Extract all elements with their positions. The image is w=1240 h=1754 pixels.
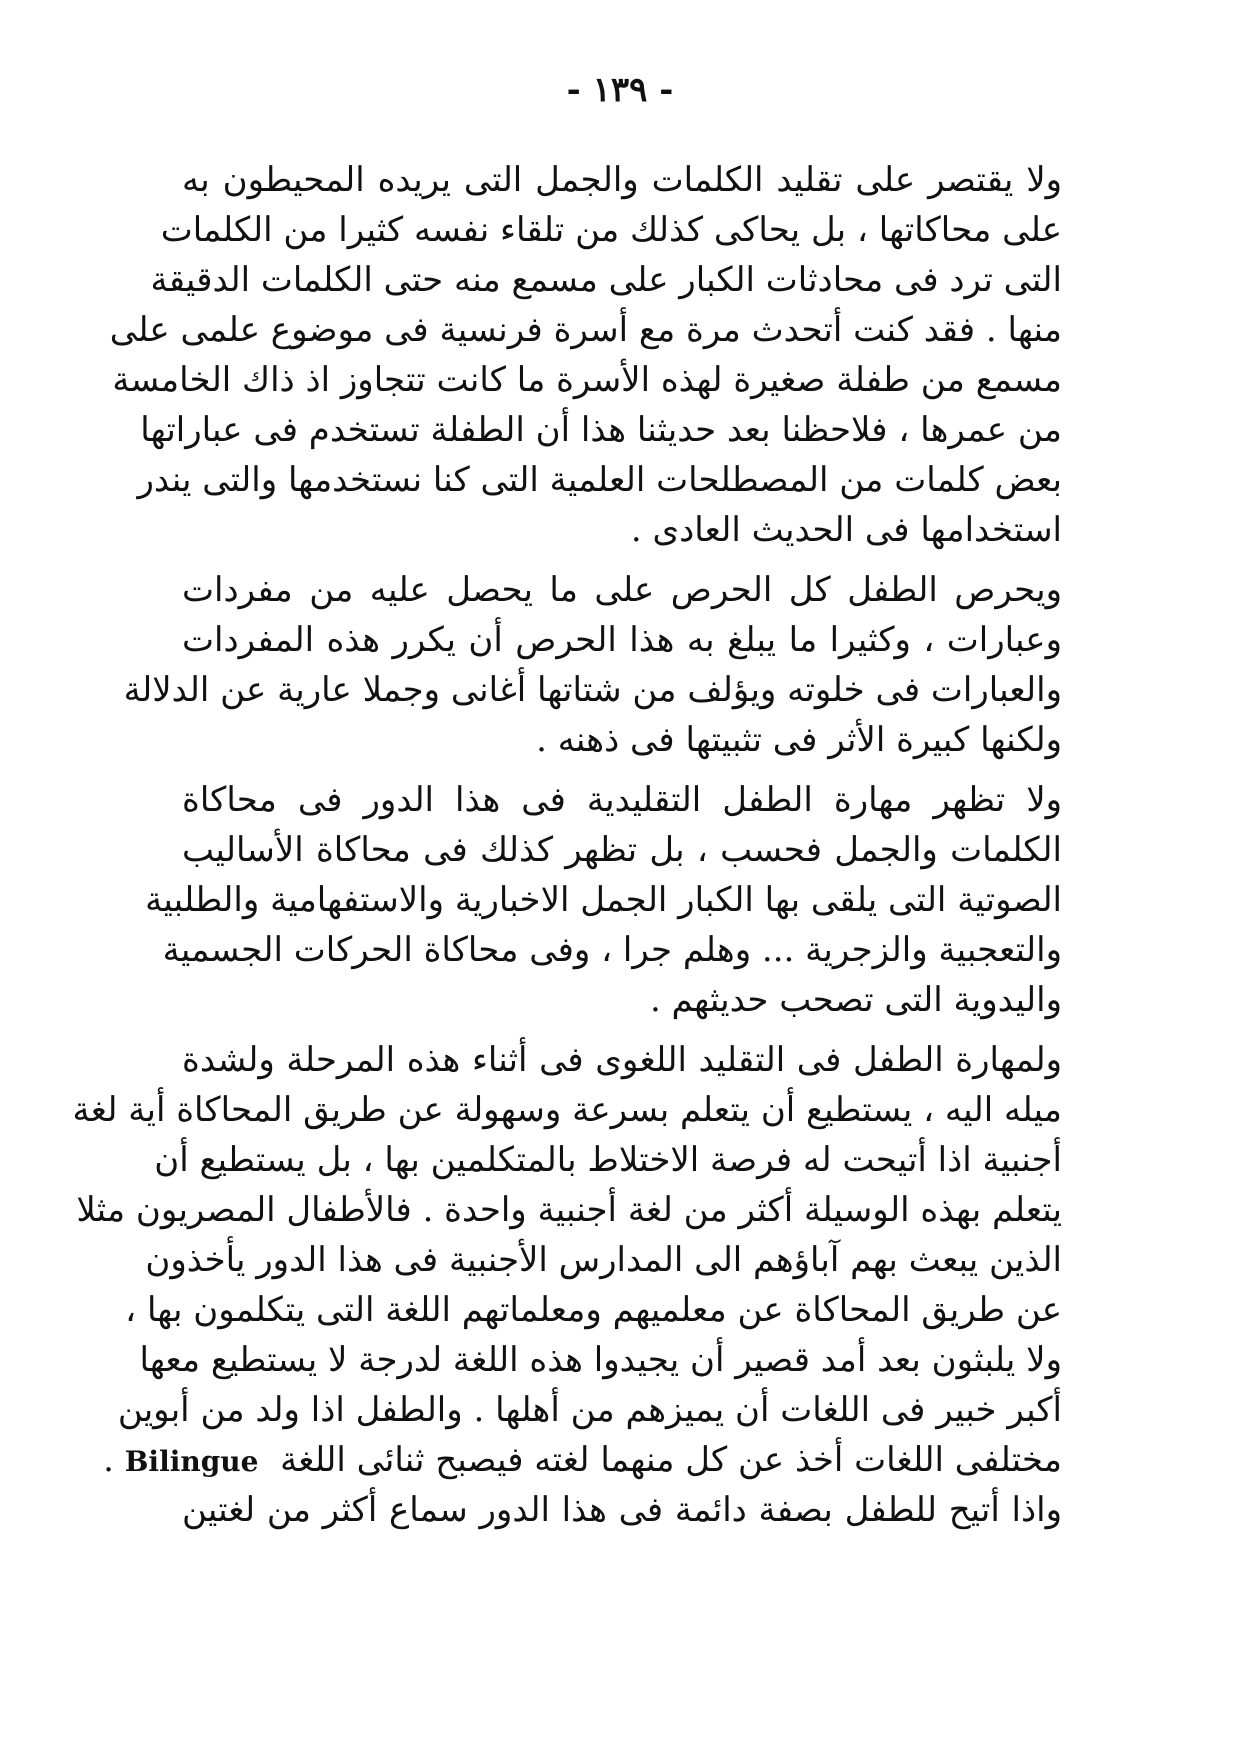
text-line: الصوتية التى يلقى بها الكبار الجمل الاخبارية والاستفهامية والطلبية	[145, 880, 1062, 920]
text-body	[72, 155, 1062, 1535]
page-number: - ١٣٩ -	[566, 70, 674, 110]
text-line: والعبارات فى خلوته ويؤلف من شتاتها أغانى وجملا عارية عن الدلالة	[123, 670, 1062, 710]
paragraph-2	[123, 565, 1062, 765]
text-line: يتعلم بهذه الوسيلة أكثر من لغة أجنبية واحدة . فالأطفال المصريون مثلا	[76, 1190, 1062, 1230]
text-line: على محاكاتها ، بل يحاكى كذلك من تلقاء نفسه كثيرا من الكلمات	[160, 210, 1062, 250]
text-line: ولمهارة الطفل فى التقليد اللغوى فى أثناء هذه المرحلة ولشدة	[182, 1040, 1062, 1080]
text-line: من عمرها ، فلاحظنا بعد حديثنا هذا أن الطفلة تستخدم فى عباراتها	[140, 410, 1062, 450]
text-line: أكبر خبير فى اللغات أن يميزهم من أهلها . والطفل اذا ولد من أبوين	[117, 1390, 1062, 1430]
text-line: ميله اليه ، يستطيع أن يتعلم بسرعة وسهولة عن طريق المحاكاة أية لغة	[72, 1090, 1062, 1130]
text-line: ويحرص الطفل كل الحرص على ما يحصل عليه من مفردات	[182, 570, 1062, 610]
latin-term: Bilingue	[124, 1445, 259, 1478]
text-line: وعبارات ، وكثيرا ما يبلغ به هذا الحرص أن يكرر هذه المفردات	[182, 620, 1062, 660]
text-line: ولكنها كبيرة الأثر فى تثبيتها فى ذهنه .	[536, 720, 1062, 760]
text-line: بعض كلمات من المصطلحات العلمية التى كنا نستخدمها والتى يندر	[137, 460, 1062, 500]
text-line: أجنبية اذا أتيحت له فرصة الاختلاط بالمتكلمين بها ، بل يستطيع أن	[154, 1140, 1062, 1180]
text-line: الذين يبعث بهم آباؤهم الى المدارس الأجنبية فى هذا الدور يأخذون	[145, 1240, 1062, 1280]
text-line: والتعجبية والزجرية ... وهلم جرا ، وفى محاكاة الحركات الجسمية	[162, 930, 1062, 970]
paragraph-gap	[182, 555, 1062, 565]
text-line: عن طريق المحاكاة عن معلميهم ومعلماتهم اللغة التى يتكلمون بها ،	[125, 1290, 1062, 1330]
text-line-with-latin-term	[103, 1435, 1062, 1485]
paragraph-3	[145, 775, 1062, 1025]
text-line-segment: مختلفى اللغات أخذ عن كل منهما لغته فيصبح ثنائى اللغة	[280, 1440, 1062, 1480]
text-line: الكلمات والجمل فحسب ، بل تظهر كذلك فى محاكاة الأساليب	[182, 830, 1062, 870]
text-line: التى ترد فى محادثات الكبار على مسمع منه حتى الكلمات الدقيقة	[150, 260, 1062, 300]
text-line: ولا يلبثون بعد أمد قصير أن يجيدوا هذه اللغة لدرجة لا يستطيع معها	[139, 1340, 1062, 1380]
text-line: ولا تظهر مهارة الطفل التقليدية فى هذا الدور فى محاكاة	[182, 780, 1062, 820]
text-line: منها . فقد كنت أتحدث مرة مع أسرة فرنسية فى موضوع علمى على	[109, 310, 1062, 350]
paragraph-4	[72, 1035, 1062, 1535]
paragraph-gap	[182, 765, 1062, 775]
text-line: واذا أتيح للطفل بصفة دائمة فى هذا الدور سماع أكثر من لغتين	[182, 1490, 1062, 1530]
latin-term-suffix: .	[103, 1440, 114, 1480]
paragraph-1	[109, 155, 1062, 555]
text-line: ولا يقتصر على تقليد الكلمات والجمل التى يريده المحيطون به	[182, 160, 1062, 200]
text-line: مسمع من طفلة صغيرة لهذه الأسرة ما كانت تتجاوز اذ ذاك الخامسة	[112, 360, 1062, 400]
text-line: واليدوية التى تصحب حديثهم .	[649, 980, 1062, 1020]
text-line: استخدامها فى الحديث العادى .	[630, 510, 1062, 550]
paragraph-gap	[182, 1025, 1062, 1035]
